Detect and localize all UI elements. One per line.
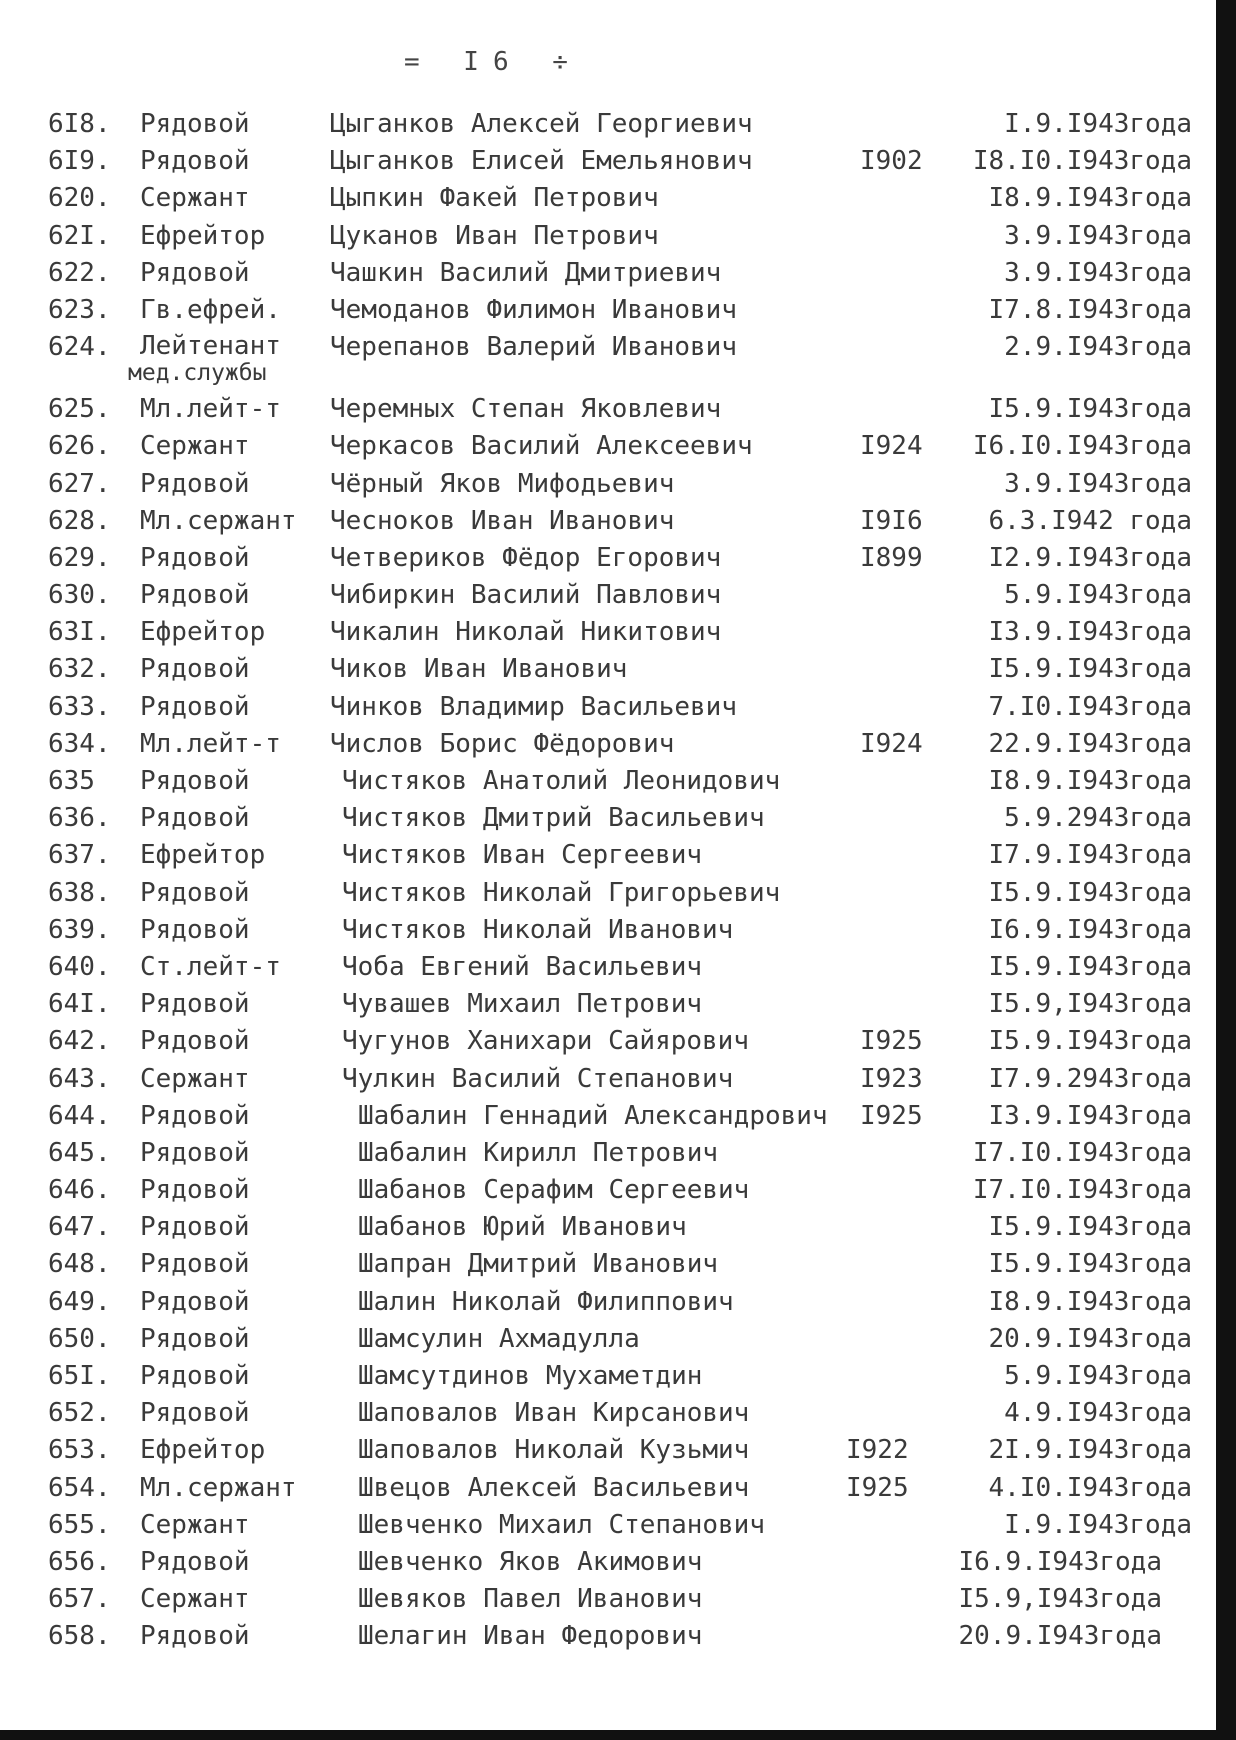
row-date: I5.9,I943года — [988, 989, 1192, 1020]
row-rank: Рядовой — [140, 654, 250, 685]
row-number: 652. — [48, 1398, 111, 1429]
row-rank: Рядовой — [140, 1286, 250, 1317]
row-rank: Мл.лейт-т — [140, 394, 281, 425]
row-name: Шабалин Кирилл Петрович — [358, 1137, 719, 1168]
row-rank: Ефрейтор — [140, 617, 266, 648]
list-row — [0, 577, 1222, 614]
list-row — [0, 503, 1222, 540]
row-date: I2.9.I943года — [988, 542, 1192, 573]
row-date: I6.I0.I943года — [972, 431, 1192, 462]
list-row — [0, 614, 1222, 651]
row-rank: Рядовой — [140, 1398, 250, 1429]
row-number: 655. — [48, 1509, 111, 1540]
row-date: I8.I0.I943года — [972, 146, 1192, 177]
row-number: 649. — [48, 1286, 111, 1317]
row-number: 620. — [48, 183, 111, 214]
row-number: 639. — [48, 914, 111, 945]
list-row — [0, 1581, 1222, 1618]
list-row — [0, 986, 1222, 1023]
row-number: 635 — [48, 766, 95, 796]
list-row — [0, 1544, 1222, 1581]
row-rank: Гв.ефрей. — [140, 294, 281, 325]
row-rank: Рядовой — [140, 914, 250, 945]
row-rank: Сержант — [140, 1584, 250, 1615]
list-row — [0, 1246, 1222, 1283]
row-rank: Мл.сержант — [140, 505, 297, 536]
row-date: 6.3.I942 года — [988, 505, 1192, 536]
row-rank: Рядовой — [140, 766, 250, 796]
row-number: 633. — [48, 691, 111, 722]
row-birth-year: I902 — [860, 146, 923, 177]
row-name: Шабанов Серафим Сергеевич — [358, 1175, 750, 1206]
row-name: Чувашев Михаил Петрович — [342, 989, 703, 1020]
row-rank: Ефрейтор — [140, 1435, 266, 1466]
row-name: Шаповалов Николай Кузьмич — [358, 1435, 750, 1466]
row-rank: Рядовой — [140, 877, 250, 908]
list-row — [0, 763, 1222, 800]
row-rank: Сержант — [140, 1063, 250, 1094]
row-number: 6I9. — [48, 146, 111, 177]
row-name: Чикалин Николай Никитович — [330, 617, 722, 648]
list-row — [0, 1023, 1222, 1060]
row-number: 624. — [48, 332, 111, 363]
list-row — [0, 1135, 1222, 1172]
list-row — [0, 912, 1222, 949]
row-number: 6I8. — [48, 109, 111, 139]
row-birth-year: I925 — [846, 1472, 909, 1503]
row-date: 4.9.I943года — [1004, 1398, 1192, 1429]
row-rank: Рядовой — [140, 1175, 250, 1206]
row-date: I5.9,I943года — [958, 1584, 1162, 1615]
list-row — [0, 391, 1222, 428]
row-birth-year: I9I6 — [860, 505, 923, 536]
row-number: 654. — [48, 1472, 111, 1503]
row-name: Чистяков Иван Сергеевич — [342, 840, 703, 871]
row-birth-year: I924 — [860, 431, 923, 462]
row-number: 648. — [48, 1249, 111, 1280]
list-row — [0, 1470, 1222, 1507]
row-number: 646. — [48, 1175, 111, 1206]
row-number: 650. — [48, 1323, 111, 1354]
list-row — [0, 292, 1222, 329]
row-rank: Ефрейтор — [140, 220, 266, 251]
row-name: Чинков Владимир Васильевич — [330, 691, 737, 722]
row-date: I7.9.2943года — [988, 1063, 1192, 1094]
row-date: 2I.9.I943года — [988, 1435, 1192, 1466]
row-date: I5.9.I943года — [988, 654, 1192, 685]
row-birth-year: I899 — [860, 542, 923, 573]
row-name: Чемоданов Филимон Иванович — [330, 294, 737, 325]
row-rank: Мл.лейт-т — [140, 728, 281, 759]
row-birth-year: I923 — [860, 1063, 923, 1094]
row-date: I7.I0.I943года — [972, 1175, 1192, 1206]
row-number: 65I. — [48, 1361, 111, 1391]
row-name: Шевченко Михаил Степанович — [358, 1509, 765, 1540]
row-name: Числов Борис Фёдорович — [330, 728, 675, 759]
row-name: Швецов Алексей Васильевич — [358, 1472, 750, 1503]
row-rank: Рядовой — [140, 1621, 250, 1652]
row-rank-line2: мед.службы — [128, 360, 267, 387]
row-date: I7.9.I943года — [988, 840, 1192, 871]
row-date: 3.9.I943года — [1004, 468, 1192, 499]
list-row — [0, 180, 1222, 217]
row-rank: Рядовой — [140, 1249, 250, 1280]
row-number: 627. — [48, 468, 111, 499]
row-number: 622. — [48, 257, 111, 288]
row-date: 20.9.I943года — [958, 1621, 1162, 1652]
row-name: Черепанов Валерий Иванович — [330, 332, 737, 363]
row-birth-year: I924 — [860, 728, 923, 759]
row-birth-year: I925 — [860, 1026, 923, 1057]
row-date: I3.9.I943года — [988, 617, 1192, 648]
row-date: I6.9.I943года — [988, 914, 1192, 945]
row-name: Цыганков Алексей Георгиевич — [330, 109, 753, 139]
row-rank: Сержант — [140, 183, 250, 214]
list-row — [0, 689, 1222, 726]
row-name: Шапран Дмитрий Иванович — [358, 1249, 719, 1280]
row-number: 62I. — [48, 220, 111, 251]
list-row — [0, 1358, 1222, 1395]
row-number: 637. — [48, 840, 111, 871]
row-rank: Сержант — [140, 1509, 250, 1540]
row-date: I5.9.I943года — [988, 1212, 1192, 1243]
row-number: 642. — [48, 1026, 111, 1057]
list-row — [0, 1618, 1222, 1655]
row-date: I5.9.I943года — [988, 951, 1192, 982]
row-rank: Рядовой — [140, 109, 250, 139]
row-date: I.9.I943года — [1004, 1509, 1192, 1540]
row-name: Чистяков Николай Григорьевич — [342, 877, 781, 908]
row-date: I6.9.I943года — [958, 1546, 1162, 1577]
list-row — [0, 726, 1222, 763]
page-number: = I6 ÷ — [404, 47, 582, 77]
row-rank: Рядовой — [140, 580, 250, 611]
row-name: Цыганков Елисей Емельянович — [330, 146, 753, 177]
row-rank: Рядовой — [140, 1546, 250, 1577]
list-row — [0, 1098, 1222, 1135]
row-rank — [128, 329, 281, 387]
row-name: Чоба Евгений Васильевич — [342, 951, 703, 982]
row-date: 3.9.I943года — [1004, 257, 1192, 288]
row-rank: Рядовой — [140, 1100, 250, 1131]
row-date: 5.9.2943года — [1004, 803, 1192, 834]
list-row — [0, 218, 1222, 255]
row-rank: Ефрейтор — [140, 840, 266, 871]
row-date: 3.9.I943года — [1004, 220, 1192, 251]
row-date: I.9.I943года — [1004, 109, 1192, 139]
row-name: Чиков Иван Иванович — [330, 654, 628, 685]
row-rank: Рядовой — [140, 542, 250, 573]
list-row — [0, 1395, 1222, 1432]
row-date: 7.I0.I943года — [988, 691, 1192, 722]
row-rank: Рядовой — [140, 146, 250, 177]
row-number: 653. — [48, 1435, 111, 1466]
list-row — [0, 255, 1222, 292]
row-name: Шабанов Юрий Иванович — [358, 1212, 687, 1243]
list-row — [0, 1172, 1222, 1209]
list-row — [0, 1321, 1222, 1358]
row-rank: Рядовой — [140, 468, 250, 499]
row-name: Шалин Николай Филиппович — [358, 1286, 734, 1317]
row-name: Чулкин Василий Степанович — [342, 1063, 734, 1094]
row-date: I8.9.I943года — [988, 1286, 1192, 1317]
row-name: Чугунов Ханихари Сайярович — [342, 1026, 749, 1057]
list-row — [0, 949, 1222, 986]
row-rank: Рядовой — [140, 803, 250, 834]
row-name: Чистяков Дмитрий Васильевич — [342, 803, 765, 834]
row-birth-year: I925 — [860, 1100, 923, 1131]
row-name: Шелагин Иван Федорович — [358, 1621, 703, 1652]
row-number: 64I. — [48, 989, 111, 1020]
row-rank: Рядовой — [140, 1137, 250, 1168]
list-row — [0, 800, 1222, 837]
list-row — [0, 875, 1222, 912]
row-date: 2.9.I943года — [1004, 332, 1192, 363]
list-row — [0, 837, 1222, 874]
row-rank-line1: Лейтенант — [140, 331, 281, 362]
list-row — [0, 651, 1222, 688]
row-number: 640. — [48, 951, 111, 982]
row-number: 630. — [48, 580, 111, 611]
row-number: 656. — [48, 1546, 111, 1577]
list-row — [0, 1507, 1222, 1544]
list-row — [0, 540, 1222, 577]
row-date: I5.9.I943года — [988, 877, 1192, 908]
row-rank: Ст.лейт-т — [140, 951, 281, 982]
row-date: 20.9.I943года — [988, 1323, 1192, 1354]
list-row — [0, 1061, 1222, 1098]
row-number: 623. — [48, 294, 111, 325]
list-row — [0, 329, 1222, 391]
row-name: Чашкин Василий Дмитриевич — [330, 257, 722, 288]
row-name: Шабалин Геннадий Александрович — [358, 1100, 828, 1131]
list-row — [0, 1284, 1222, 1321]
row-number: 643. — [48, 1063, 111, 1094]
row-date: 22.9.I943года — [988, 728, 1192, 759]
row-date: 5.9.I943года — [1004, 1361, 1192, 1391]
row-date: I5.9.I943года — [988, 1026, 1192, 1057]
row-name: Четвериков Фёдор Егорович — [330, 542, 722, 573]
row-number: 625. — [48, 394, 111, 425]
list-row — [0, 106, 1222, 143]
row-name: Шевяков Павел Иванович — [358, 1584, 703, 1615]
row-number: 626. — [48, 431, 111, 462]
row-rank: Мл.сержант — [140, 1472, 297, 1503]
row-rank: Рядовой — [140, 691, 250, 722]
row-rank: Рядовой — [140, 1026, 250, 1057]
row-name: Чесноков Иван Иванович — [330, 505, 675, 536]
row-date: I8.9.I943года — [988, 766, 1192, 796]
row-number: 63I. — [48, 617, 111, 648]
row-name: Шаповалов Иван Кирсанович — [358, 1398, 750, 1429]
row-number: 657. — [48, 1584, 111, 1615]
row-number: 658. — [48, 1621, 111, 1652]
row-number: 647. — [48, 1212, 111, 1243]
row-name: Цыпкин Факей Петрович — [330, 183, 659, 214]
row-rank: Рядовой — [140, 1323, 250, 1354]
row-number: 634. — [48, 728, 111, 759]
row-date: 5.9.I943года — [1004, 580, 1192, 611]
row-date: I7.I0.I943года — [972, 1137, 1192, 1168]
row-number: 629. — [48, 542, 111, 573]
row-rank: Рядовой — [140, 257, 250, 288]
row-number: 636. — [48, 803, 111, 834]
row-name: Черемных Степан Яковлевич — [330, 394, 722, 425]
row-number: 632. — [48, 654, 111, 685]
row-birth-year: I922 — [846, 1435, 909, 1466]
row-number: 628. — [48, 505, 111, 536]
row-name: Цуканов Иван Петрович — [330, 220, 659, 251]
row-date: I5.9.I943года — [988, 394, 1192, 425]
row-number: 645. — [48, 1137, 111, 1168]
scan-mark — [1216, 0, 1222, 1740]
row-date: 4.I0.I943года — [988, 1472, 1192, 1503]
row-name: Шамсулин Ахмадулла — [358, 1323, 640, 1354]
row-name: Шевченко Яков Акимович — [358, 1546, 703, 1577]
list-row — [0, 143, 1222, 180]
row-date: I7.8.I943года — [988, 294, 1192, 325]
row-rank: Рядовой — [140, 1212, 250, 1243]
row-rank: Сержант — [140, 431, 250, 462]
list-row — [0, 1209, 1222, 1246]
list-row — [0, 1432, 1222, 1469]
row-name: Чибиркин Василий Павлович — [330, 580, 722, 611]
row-number: 638. — [48, 877, 111, 908]
row-name: Чистяков Анатолий Леонидович — [342, 766, 781, 796]
row-date: I8.9.I943года — [988, 183, 1192, 214]
row-name: Чёрный Яков Мифодьевич — [330, 468, 675, 499]
row-name: Черкасов Василий Алексеевич — [330, 431, 753, 462]
row-name: Чистяков Николай Иванович — [342, 914, 734, 945]
row-date: I3.9.I943года — [988, 1100, 1192, 1131]
row-number: 644. — [48, 1100, 111, 1131]
row-date: I5.9.I943года — [988, 1249, 1192, 1280]
casualty-list — [0, 106, 1222, 1656]
list-row — [0, 466, 1222, 503]
row-rank: Рядовой — [140, 1361, 250, 1391]
row-name: Шамсутдинов Мухаметдин — [358, 1361, 703, 1391]
row-rank: Рядовой — [140, 989, 250, 1020]
list-row — [0, 428, 1222, 465]
